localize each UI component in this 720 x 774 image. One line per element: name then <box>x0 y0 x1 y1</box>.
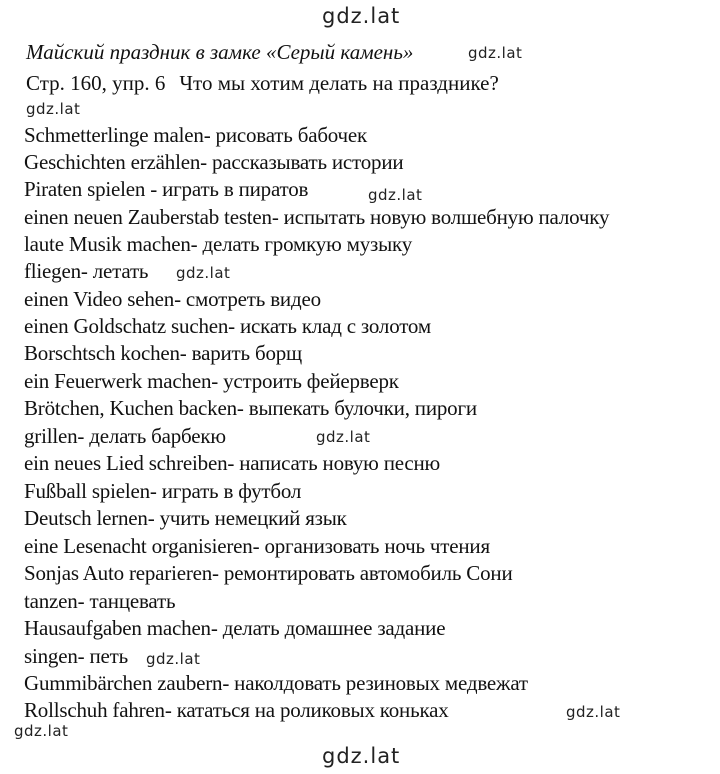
list-item: einen Goldschatz suchen- искать клад с золотом <box>24 314 431 338</box>
list-item: laute Musik machen- делать громкую музыку <box>24 232 413 256</box>
watermark: gdz.lat <box>468 44 523 62</box>
list-item: ein Feuerwerk machen- устроить фейерверк <box>24 369 399 393</box>
exercise-question: Что мы хотим делать на празднике? <box>179 71 499 95</box>
list-item: Piraten spielen - играть в пиратов <box>24 177 309 201</box>
list-item: Hausaufgaben machen- делать домашнее задание <box>24 616 446 640</box>
list-item: tanzen- танцевать <box>24 589 176 613</box>
watermark: gdz.lat <box>176 264 231 282</box>
watermark: gdz.lat <box>146 650 201 668</box>
exercise-heading <box>26 71 499 96</box>
list-item: eine Lesenacht organisieren- организовать ночь чтения <box>24 534 490 558</box>
watermark-top: gdz.lat <box>322 4 401 28</box>
list-item: grillen- делать барбекю <box>24 424 226 448</box>
list-item: einen neuen Zauberstab testen- испытать новую волшебную палочку <box>24 205 610 229</box>
list-item: ein neues Lied schreiben- написать новую песню <box>24 451 441 475</box>
list-item: Rollschuh fahren- кататься на роликовых коньках <box>24 698 449 722</box>
list-item: Schmetterlinge malen- рисовать бабочек <box>24 123 368 147</box>
list-item: Deutsch lernen- учить немецкий язык <box>24 506 347 530</box>
page-title: Майский праздник в замке «Серый камень» <box>26 40 414 64</box>
list-item: Gummibärchen zaubern- наколдовать резиновых медвежат <box>24 671 528 695</box>
watermark: gdz.lat <box>26 100 81 118</box>
list-item: einen Video sehen- смотреть видео <box>24 287 321 311</box>
exercise-reference: Стр. 160, упр. 6 <box>26 71 166 95</box>
watermark-bottom: gdz.lat <box>322 744 401 768</box>
watermark: gdz.lat <box>368 186 423 204</box>
list-item: Fußball spielen- играть в футбол <box>24 479 302 503</box>
watermark: gdz.lat <box>14 722 69 740</box>
list-item: fliegen- летать <box>24 259 149 283</box>
list-item: Sonjas Auto reparieren- ремонтировать автомобиль Сони <box>24 561 513 585</box>
list-item: Brötchen, Kuchen backen- выпекать булочки, пироги <box>24 396 477 420</box>
list-item: Borschtsch kochen- варить борщ <box>24 341 303 365</box>
list-item: Geschichten erzählen- рассказывать истории <box>24 150 404 174</box>
watermark: gdz.lat <box>316 428 371 446</box>
list-item: singen- петь <box>24 644 128 668</box>
watermark: gdz.lat <box>566 703 621 721</box>
